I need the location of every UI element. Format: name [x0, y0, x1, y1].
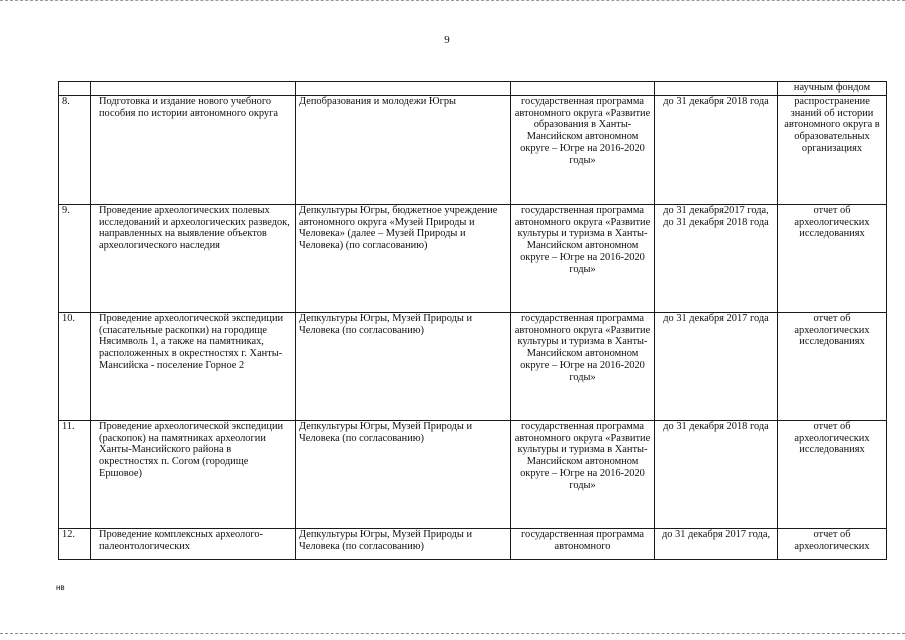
cell-executor: Депобразования и молодежи Югры [296, 96, 511, 205]
cell-action: Подготовка и издание нового учебного пособия по истории автономного округа [91, 96, 296, 205]
table-row [59, 313, 887, 421]
cell-source: государственная программа автономного округа «Развитие культуры и туризма в Ханты-Мансийском автономном округе – Югре на 2016-2020 годы» [511, 313, 655, 421]
cell-term: до 31 декабря2017 года, до 31 декабря 2018 года [655, 205, 778, 313]
cell-source: государственная программа автономного округа «Развитие культуры и туризма в Ханты-Мансийском автономном округе – Югре на 2016-2020 годы» [511, 421, 655, 529]
cell-num: 10. [59, 313, 91, 421]
cell-result: отчет об археологических исследованиях [778, 421, 887, 529]
cell-executor [296, 82, 511, 96]
page-number: 9 [444, 34, 450, 46]
scan-edge-top [0, 0, 905, 4]
table-row-continuation [59, 82, 887, 96]
cell-term: до 31 декабря 2018 года [655, 96, 778, 205]
cell-result: отчет об археологических исследованиях [778, 205, 887, 313]
cell-result: отчет об археологических [778, 529, 887, 560]
cell-executor: Депкультуры Югры, Музей Природы и Человека (по согласованию) [296, 529, 511, 560]
footer-note: нв [56, 583, 65, 592]
cell-action: Проведение комплексных археолого-палеонтологических [91, 529, 296, 560]
cell-action: Проведение археологической экспедиции (раскопок) на памятниках археологии Ханты-Мансийского района в окрестностях п. Согом (городище Ершовое) [91, 421, 296, 529]
cell-source: государственная программа автономного [511, 529, 655, 560]
cell-term: до 31 декабря 2018 года [655, 421, 778, 529]
cell-term: до 31 декабря 2017 года, [655, 529, 778, 560]
cell-action: Проведение археологической экспедиции (спасательные раскопки) на городище Нясимволь 1, а также на памятниках, расположенных в окрестностях г. Ханты-Мансийска - поселение Горное 2 [91, 313, 296, 421]
cell-executor: Депкультуры Югры, Музей Природы и Человека (по согласованию) [296, 421, 511, 529]
cell-num [59, 82, 91, 96]
cell-action [91, 82, 296, 96]
cell-result: распространение знаний об истории автономного округа в образовательных организациях [778, 96, 887, 205]
cell-num: 8. [59, 96, 91, 205]
cell-source: государственная программа автономного округа «Развитие образования в Ханты-Мансийском автономном округе – Югре на 2016-2020 годы» [511, 96, 655, 205]
cell-action: Проведение археологических полевых исследований и археологических разведок, направленных на выявление объектов археологического наследия [91, 205, 296, 313]
table-row [59, 529, 887, 560]
table-row [59, 96, 887, 205]
cell-executor: Депкультуры Югры, Музей Природы и Человека (по согласованию) [296, 313, 511, 421]
cell-source: государственная программа автономного округа «Развитие культуры и туризма в Ханты-Мансийском автономном округе – Югре на 2016-2020 годы» [511, 205, 655, 313]
cell-num: 11. [59, 421, 91, 529]
measures-table [58, 81, 887, 560]
cell-term [655, 82, 778, 96]
cell-executor: Депкультуры Югры, бюджетное учреждение автономного округа «Музей Природы и Человека» (далее – Музей Природы и Человека) (по согласованию) [296, 205, 511, 313]
cell-num: 9. [59, 205, 91, 313]
scan-edge-bottom [0, 633, 905, 636]
cell-result: отчет об археологических исследованиях [778, 313, 887, 421]
cell-result: научным фондом [778, 82, 887, 96]
cell-num: 12. [59, 529, 91, 560]
table-row [59, 421, 887, 529]
cell-source [511, 82, 655, 96]
cell-term: до 31 декабря 2017 года [655, 313, 778, 421]
table-row [59, 205, 887, 313]
